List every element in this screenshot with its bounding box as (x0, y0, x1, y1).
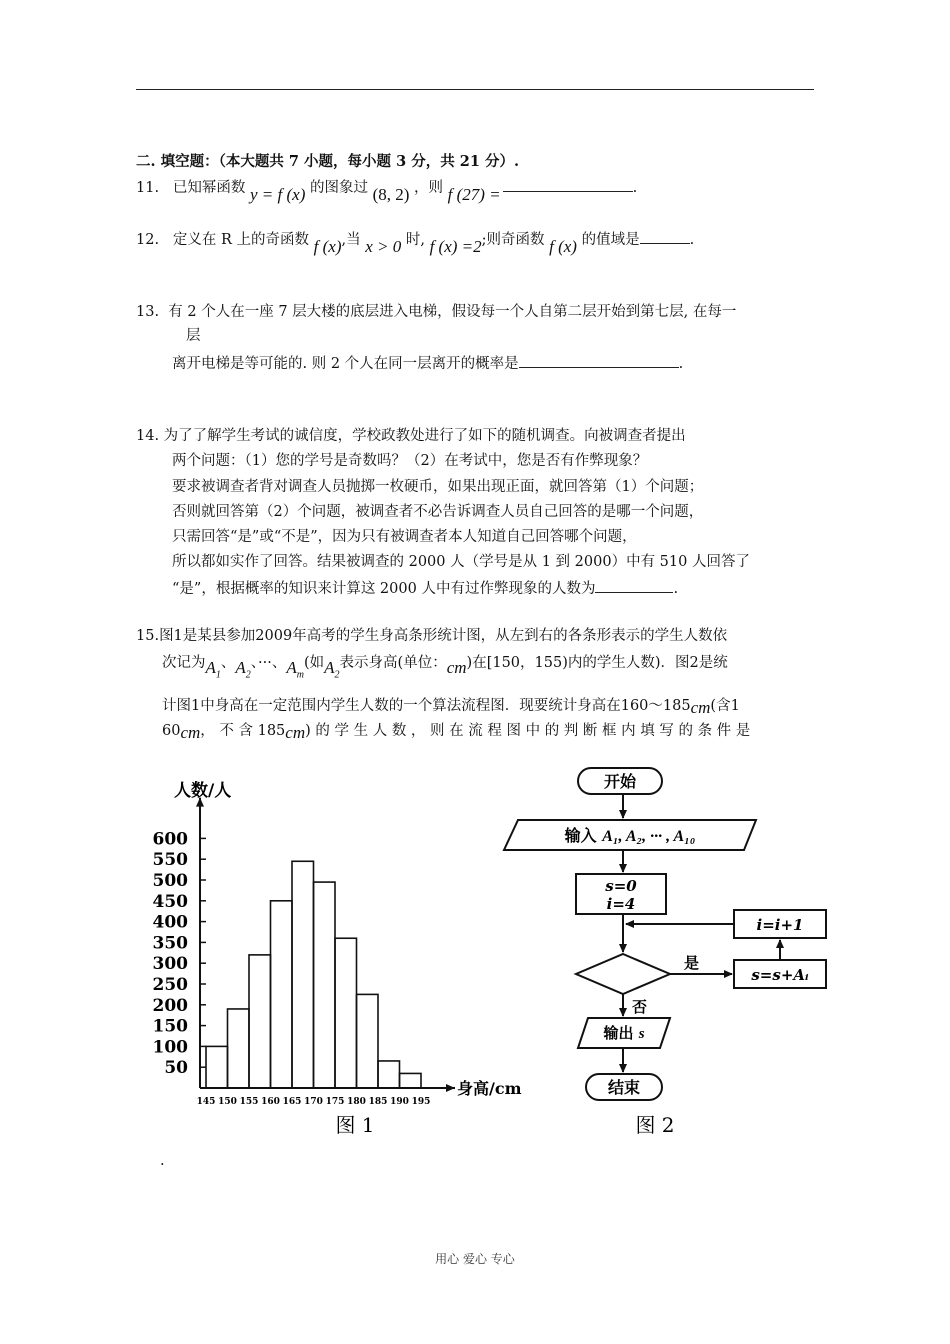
q12-math-4: f (x) (549, 237, 577, 256)
histogram-bar (400, 1073, 422, 1088)
x-tick-label: 190 (390, 1097, 409, 1107)
x-tick-label: 170 (304, 1097, 323, 1107)
y-tick-label: 350 (152, 933, 188, 954)
q15-text-4a: 60 (162, 723, 181, 739)
page-footer: 用心 爱心 专心 (435, 1252, 515, 1266)
q15-text-2a: 次记为 (162, 655, 206, 671)
flow-input-vars: A₁, A₂, ··· , A₁₀ (602, 828, 696, 845)
q15-a1-sub: 1 (215, 669, 221, 681)
q13-answer-blank[interactable] (519, 353, 679, 368)
q14-text-5: 只需回答“是”或“不是”，因为只有被调查者本人知道自己回答哪个问题， (172, 529, 637, 545)
q12-end: . (689, 232, 695, 248)
q12-text-5: 的值域是 (581, 232, 640, 248)
q12-math-2: x > 0 (365, 237, 402, 256)
x-tick-label: 150 (218, 1097, 237, 1107)
flow-output-var: s (638, 1026, 645, 1042)
y-tick-label: 600 (152, 829, 188, 850)
q15-a2-example-sub: 2 (334, 669, 340, 681)
flow-end-label: 结束 (607, 1078, 641, 1097)
q11-answer-blank[interactable] (503, 177, 633, 192)
q12-text-3: 时, (405, 232, 425, 248)
q15-a2-example: A (324, 658, 335, 677)
y-tick-label: 500 (152, 871, 188, 891)
q12-math-3: f (x) =2 (429, 237, 482, 256)
flow-input-prefix: 输入 (564, 826, 603, 845)
q15-am-sub: m (296, 669, 304, 681)
q14-text-7: “是”，根据概率的知识来计算这 2000 人中有过作弊现象的人数为 (172, 581, 596, 597)
x-axis-arrow (446, 1084, 455, 1092)
figure-1-caption: 图 1 (335, 1113, 375, 1137)
flow-yes-label: 是 (684, 954, 700, 972)
flow-output-label (602, 1024, 644, 1042)
q15-text-4c: ) 的 学 生 人 数 ， 则 在 流 程 图 中 的 判 断 框 内 填 写 的 条 件 是 (305, 723, 751, 739)
q15-text-2b: (如 (303, 655, 325, 671)
q14-text-2: 两个问题：（1）您的学号是奇数吗？（2）在考试中，您是否有作弊现象？ (172, 453, 648, 469)
q15-unit-cm-3: cm (180, 723, 201, 742)
q11-math-1: y = f (x) (250, 185, 306, 204)
q14-text-3: 要求被调查者背对调查人员抛掷一枚硬币，如果出现正面，就回答第（1）个问题； (172, 479, 704, 495)
stray-dot: . (160, 1153, 165, 1169)
question-15-line-1 (136, 627, 727, 645)
q12-number: 12. (136, 232, 160, 248)
q15-sep-2: 、···、 (250, 655, 287, 671)
q13-text-3: 离开电梯是等可能的. 则 2 个人在同一层离开的概率是 (172, 356, 519, 372)
x-axis-label: 身高/cm (457, 1079, 522, 1098)
flow-start-label: 开始 (603, 772, 637, 791)
question-11 (136, 177, 638, 204)
y-tick-label: 150 (152, 1016, 188, 1037)
histogram-bar (378, 1061, 400, 1088)
x-tick-label: 165 (282, 1097, 302, 1107)
flow-input-label (564, 826, 696, 845)
histogram-bar (271, 901, 293, 1088)
x-tick-label: 145 (196, 1097, 216, 1107)
histogram-bar (292, 861, 314, 1088)
histogram-bar (228, 1009, 250, 1088)
q14-text-4: 否则就回答第（2）个问题，被调查者不必告诉调查人员自己回答的是哪一个问题， (172, 504, 704, 520)
q11-end: . (632, 180, 638, 196)
flow-no-label: 否 (632, 998, 648, 1016)
flow-output-prefix: 输出 (603, 1024, 639, 1042)
q15-sep-1: 、 (220, 655, 236, 671)
q11-text-2: 的图象过 (309, 180, 368, 196)
y-tick-label: 200 (152, 995, 188, 1016)
x-tick-label: 185 (368, 1097, 388, 1107)
y-tick-label: 50 (164, 1058, 188, 1079)
question-14-line-7 (172, 578, 678, 598)
x-tick-label: 160 (261, 1097, 280, 1107)
q11-number: 11. (136, 180, 160, 196)
q14-answer-blank[interactable] (595, 578, 673, 593)
q12-text-4: ;则奇函数 (481, 232, 545, 248)
flow-accumulate-label: s=s+Aᵢ (751, 966, 809, 984)
question-15-line-4 (162, 721, 750, 740)
question-12 (136, 229, 695, 256)
figure-2-flowchart (490, 760, 840, 1150)
section-header: 二. 填空题：（本大题共 7 小题，每小题 3 分，共 21 分）. (136, 153, 520, 170)
q15-text-4b: ， 不 含 185 (200, 723, 286, 739)
q15-number: 15. (136, 628, 160, 644)
question-13-line-1 (136, 303, 736, 321)
y-tick-label: 300 (152, 954, 188, 975)
question-13-line-3 (172, 353, 683, 373)
y-axis-label: 人数/人 (174, 781, 232, 801)
q12-math-1: f (x) (313, 237, 342, 256)
y-tick-label: 250 (152, 975, 188, 995)
q15-unit-cm-1: cm (446, 658, 467, 677)
q13-text-1: 有 2 个人在一座 7 层大楼的底层进入电梯，假设每一个人自第二层开始到第七层, 在每一 (168, 304, 737, 320)
q14-text-6: 所以都如实作了回答。结果被调查的 2000 人（学号是从 1 到 2000）中有 510 人回答了 (172, 554, 750, 570)
x-tick-label: 175 (325, 1097, 345, 1107)
x-tick-label: 155 (239, 1097, 259, 1107)
flow-decision-diamond (576, 954, 670, 994)
flow-init-i: i=4 (606, 895, 636, 913)
flow-init-s: s=0 (605, 877, 637, 895)
histogram-bar (249, 955, 271, 1088)
q15-unit-cm-2: cm (690, 698, 711, 717)
q14-end: . (673, 581, 679, 597)
q12-text-1: 定义在 R 上的奇函数 (172, 232, 310, 248)
y-tick-label: 400 (152, 912, 188, 933)
q11-text-1: 已知幂函数 (172, 180, 246, 196)
q11-text-3: ，则 (414, 180, 444, 196)
q15-a2-sub: 2 (245, 669, 251, 681)
histogram-bar (357, 994, 379, 1088)
q11-math-3: f (27) = (447, 185, 501, 204)
q11-math-2: (8, 2) (372, 185, 410, 204)
q12-text-2: ,当 (341, 232, 361, 248)
question-15-line-3 (162, 696, 740, 715)
q15-unit-cm-4: cm (285, 723, 306, 742)
y-tick-label: 550 (152, 850, 188, 871)
histogram-bar (206, 1046, 228, 1088)
q14-text-1: 为了了解学生考试的诚信度，学校政教处进行了如下的随机调查。向被调查者提出 (163, 428, 686, 444)
x-tick-label: 180 (347, 1097, 366, 1107)
question-14-line-1 (136, 427, 686, 445)
y-tick-label: 100 (152, 1037, 188, 1058)
question-15-line-2 (162, 653, 728, 681)
q14-number: 14. (136, 428, 160, 444)
q13-text-2: 层 (186, 328, 201, 344)
q15-am: A (286, 658, 297, 677)
flow-increment-label: i=i+1 (756, 916, 804, 934)
histogram-bar (335, 938, 357, 1088)
q15-a2: A (235, 658, 246, 677)
q12-answer-blank[interactable] (640, 229, 690, 244)
header-rule (136, 89, 814, 90)
x-tick-label: 195 (411, 1097, 431, 1107)
q15-text-3a: 计图1中身高在一定范围内学生人数的一个算法流程图．现要统计身高在160～185 (162, 698, 691, 714)
q13-end: . (678, 356, 684, 372)
figure-2-caption: 图 2 (635, 1113, 675, 1137)
q13-number: 13. (136, 304, 160, 320)
histogram-bar (314, 882, 336, 1088)
q15-text-3b: (含1 (710, 698, 740, 714)
q15-text-2c: 表示身高(单位： (339, 655, 447, 671)
q15-text-2d: )在[150，155)内的学生人数)．图2是统 (466, 655, 728, 671)
q15-text-1: 图1是某县参加2009年高考的学生身高条形统计图，从左到右的各条形表示的学生人数依 (159, 628, 728, 644)
q15-a1: A (205, 658, 216, 677)
y-tick-label: 450 (152, 891, 188, 912)
